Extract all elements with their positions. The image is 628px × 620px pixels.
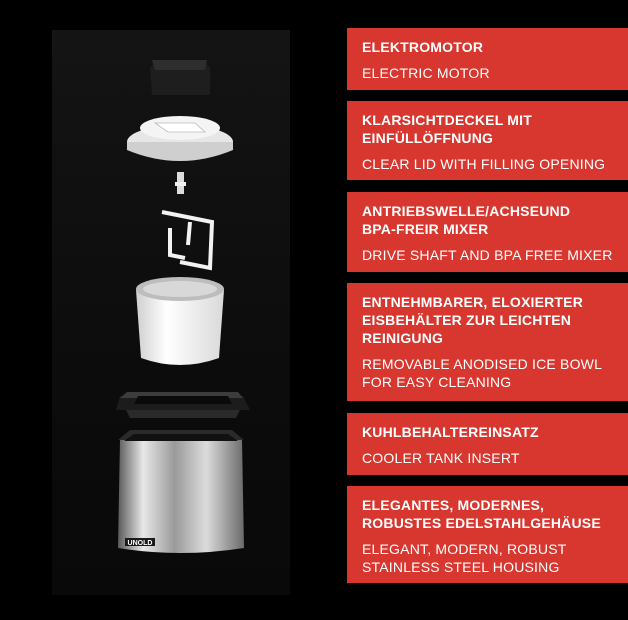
feature-title-en: ELECTRIC MOTOR: [362, 65, 490, 81]
feature-title-en: DRIVE SHAFT AND BPA FREE MIXER: [362, 247, 613, 263]
feature-title-de: ENTNEHMBARER, ELOXIERTER EISBEHÄLTER ZUR LEICHTEN REINIGUNG: [362, 294, 584, 346]
feature-title-de: ELEKTROMOTOR: [362, 39, 484, 55]
electric-motor-part: [150, 60, 210, 95]
stainless-steel-housing-part: [118, 430, 244, 553]
drive-shaft-part: [175, 172, 186, 194]
feature-title-en: ELEGANT, MODERN, ROBUST STAINLESS STEEL HOUSING: [362, 541, 567, 575]
cooler-tank-insert-part: [116, 392, 250, 418]
feature-title-en: CLEAR LID WITH FILLING OPENING: [362, 156, 606, 172]
feature-title-de: KUHLBEHALTEREINSATZ: [362, 424, 539, 440]
feature-box-cooler-tank: [347, 413, 628, 475]
brand-logo: UNOLD: [127, 540, 153, 547]
feature-title-de: ANTRIEBSWELLE/ACHSEUND BPA-FREIR MIXER: [362, 203, 571, 237]
feature-title-en: REMOVABLE ANODISED ICE BOWL FOR EASY CLEANING: [362, 356, 603, 390]
feature-box-ice-bowl: [347, 283, 628, 401]
ice-bowl-part: [136, 277, 224, 365]
feature-title-en: COOLER TANK INSERT: [362, 450, 520, 466]
feature-title-de: ELEGANTES, MODERNES, ROBUSTES EDELSTAHLGEHÄUSE: [362, 497, 601, 531]
clear-lid-part: [127, 116, 233, 161]
feature-box-drive-shaft: [347, 192, 628, 272]
feature-box-clear-lid: [347, 101, 628, 180]
feature-title-de: KLARSICHTDECKEL MIT EINFÜLLÖFFNUNG: [362, 112, 532, 146]
feature-box-electric-motor: [347, 28, 628, 90]
feature-box-housing: [347, 486, 628, 583]
mixer-paddle-part: [162, 212, 212, 268]
